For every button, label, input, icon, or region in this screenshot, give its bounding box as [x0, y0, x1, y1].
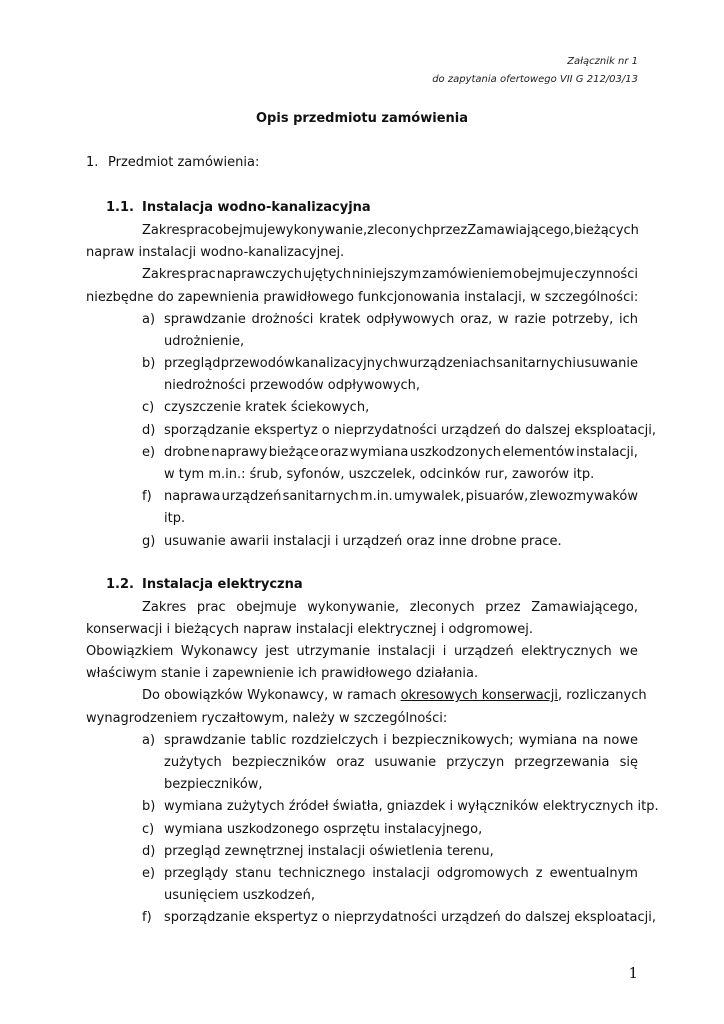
word: instalacji [372, 866, 430, 881]
word: prac [196, 600, 226, 615]
section-1-1-number: 1.1. [106, 200, 134, 215]
section-1-2-number: 1.2. [106, 577, 134, 592]
word: oraz [336, 755, 365, 770]
word: sanitarnych [496, 356, 573, 371]
list-item-text: w tym m.in.: śrub, syfonów, uszczelek, odcinków rur, zaworów itp. [164, 467, 595, 482]
word: drobne [164, 445, 210, 460]
word: obejmuje [236, 600, 297, 615]
list-item-text: niedrożności przewodów odpływowych, [164, 378, 421, 393]
word: przeglądy [164, 866, 229, 881]
list-marker: d) [142, 423, 156, 438]
word: wymiana [518, 733, 578, 748]
list-item-text: itp. [164, 511, 186, 526]
s12-paragraph-1-line-1 [142, 600, 638, 616]
word: elektrycznych [521, 644, 612, 659]
word: przez [485, 600, 521, 615]
word: nowe [603, 733, 638, 748]
s11-paragraph-2-line-2: niezbędne do zapewnienia prawidłowego funkcjonowania instalacji, w szczególności: [86, 290, 639, 305]
document-title: Opis przedmiotu zamówienia [256, 111, 468, 126]
s11-item-b-line-1 [164, 356, 638, 372]
word: Zakres [142, 223, 187, 238]
list-item-text: sporządzanie ekspertyz o nieprzydatności urządzeń do dalszej eksploatacji, [164, 423, 656, 438]
word: się [619, 755, 638, 770]
list-item-text: udrożnienie, [164, 334, 245, 349]
word: Zamawiającego, [467, 223, 575, 238]
word: jest [265, 644, 289, 659]
word: zleconych [367, 223, 432, 238]
word: potrzeby, [551, 312, 614, 327]
word: ich [618, 312, 638, 327]
word: urządzeniach [409, 356, 496, 371]
list-item-text: wymiana uszkodzonego osprzętu instalacyjnego, [164, 822, 483, 837]
word: tablic [250, 733, 287, 748]
word: przegrzewania [514, 755, 610, 770]
list-marker: b) [142, 799, 156, 814]
word: pisuarów, [465, 489, 529, 504]
list-item-text: usuwanie awarii instalacji i urządzeń oraz inne drobne prace. [164, 534, 562, 549]
s11-paragraph-2-line-1 [142, 267, 638, 283]
list-marker: g) [142, 534, 156, 549]
section-1-label: Przedmiot zamówienia: [108, 155, 260, 170]
word: w [398, 356, 409, 371]
word: przewodów [220, 356, 295, 371]
word: ujętych [303, 267, 352, 282]
word: zamówieniem [422, 267, 513, 282]
s12-p3-text-b: , rozliczanych [558, 688, 647, 703]
word: usuwanie [374, 755, 437, 770]
word: bezpieczników [231, 755, 327, 770]
s11-item-f-line-1 [164, 489, 638, 505]
word: odgromowych [436, 866, 529, 881]
list-marker: b) [142, 356, 156, 371]
s12-item-a-line-2 [164, 755, 638, 771]
word: sprawdzanie [164, 733, 246, 748]
word: uszkodzonych [409, 445, 502, 460]
word: przegląd [164, 356, 221, 371]
word: wykonywanie, [275, 223, 368, 238]
list-item-text: wymiana zużytych źródeł światła, gniazdek i wyłączników elektrycznych itp. [164, 799, 659, 814]
word: razie [514, 312, 547, 327]
word: Zamawiającego, [531, 600, 638, 615]
word: wymiana [349, 445, 409, 460]
word: m.in. [359, 489, 393, 504]
s12-paragraph-3-line-1 [142, 688, 647, 704]
word: wykonywanie, [307, 600, 400, 615]
list-marker: e) [142, 866, 156, 881]
list-marker: f) [142, 489, 152, 504]
s12-p3-text-a: Do obowiązków Wykonawcy, w ramach [142, 688, 401, 703]
list-item-text: sporządzanie ekspertyz o nieprzydatności urządzeń do dalszej eksploatacji, [164, 910, 656, 925]
word: bieżące [268, 445, 319, 460]
word: sprawdzanie [164, 312, 246, 327]
list-item-text: przegląd zewnętrznej instalacji oświetlenia terenu, [164, 844, 494, 859]
list-marker: c) [142, 822, 155, 837]
list-marker: e) [142, 445, 156, 460]
word: na [582, 733, 599, 748]
list-marker: f) [142, 910, 152, 925]
word: naprawczych [216, 267, 303, 282]
word: technicznego [278, 866, 366, 881]
word: instalacji, [576, 445, 638, 460]
word: urządzeń [453, 644, 514, 659]
s11-paragraph-1-line-2: napraw instalacji wodno-kanalizacyjnej. [86, 245, 345, 260]
word: z [535, 866, 543, 881]
list-marker: a) [142, 733, 156, 748]
word: przyczyn [446, 755, 505, 770]
s11-paragraph-1-line-1 [142, 223, 638, 239]
section-1-2-heading: Instalacja elektryczna [142, 577, 303, 592]
periodic-maintenance-term: okresowych konserwacji [400, 688, 559, 703]
word: zleconych [409, 600, 475, 615]
word: prac [186, 223, 215, 238]
word: obejmuje [214, 223, 276, 238]
s12-paragraph-3-line-2: wynagrodzeniem ryczałtowym, należy w szczególności: [86, 711, 448, 726]
list-marker: a) [142, 312, 156, 327]
word: zlewozmywaków [529, 489, 638, 504]
word: usuwanie [576, 356, 638, 371]
word: w [497, 312, 509, 327]
list-marker: c) [142, 400, 155, 415]
s12-item-a-line-1 [164, 733, 638, 749]
attachment-label: Załącznik nr 1 [567, 56, 638, 67]
list-item-text: czyszczenie kratek ściekowych, [164, 400, 370, 415]
word: czynności [574, 267, 638, 282]
word: umywalek, [393, 489, 465, 504]
s12-item-e-line-1 [164, 866, 638, 882]
word: drożności [251, 312, 314, 327]
word: naprawa [164, 489, 221, 504]
word: rozdzielczych [291, 733, 379, 748]
word: i [572, 356, 577, 371]
s12-paragraph-2-line-1 [86, 644, 638, 660]
word: kratek [319, 312, 361, 327]
word: urządzeń [221, 489, 282, 504]
attachment-reference: do zapytania ofertowego VII G 212/03/13 [432, 74, 638, 85]
s11-item-e-line-1 [164, 445, 638, 461]
word: we [619, 644, 638, 659]
section-1-number: 1. [86, 155, 99, 170]
word: utrzymanie [296, 644, 371, 659]
word: Obowiązkiem [86, 644, 174, 659]
word: naprawy [211, 445, 268, 460]
word: ewentualnym [549, 866, 638, 881]
word: Wykonawcy [180, 644, 258, 659]
word: i [383, 733, 387, 748]
word: prac [187, 267, 216, 282]
word: oraz [320, 445, 349, 460]
word: sanitarnych [282, 489, 359, 504]
word: Zakres [142, 600, 187, 615]
list-marker: d) [142, 844, 156, 859]
word: niniejszym [351, 267, 422, 282]
word: i [442, 644, 447, 659]
word: odpływowych [366, 312, 455, 327]
list-item-text: usunięciem uszkodzeń, [164, 888, 315, 903]
s12-paragraph-2-line-2: właściwym stanie i zapewnienie ich prawidłowego działania. [86, 666, 479, 681]
word: oraz, [460, 312, 493, 327]
word: stanu [235, 866, 272, 881]
word: zużytych [164, 755, 222, 770]
word: bezpiecznikowych; [391, 733, 514, 748]
s12-paragraph-1-line-2: konserwacji i bieżących napraw instalacji elektrycznej i odgromowej. [86, 622, 533, 637]
page-number: 1 [628, 964, 638, 982]
word: kanalizacyjnych [294, 356, 399, 371]
word: bieżących [574, 223, 639, 238]
word: obejmuje [513, 267, 574, 282]
word: instalacji [377, 644, 436, 659]
s11-item-a-line-1 [164, 312, 638, 328]
word: Zakres [142, 267, 187, 282]
word: elementów [502, 445, 575, 460]
list-item-text: bezpieczników, [164, 777, 263, 792]
section-1-1-heading: Instalacja wodno-kanalizacyjna [142, 200, 371, 215]
word: przez [432, 223, 468, 238]
